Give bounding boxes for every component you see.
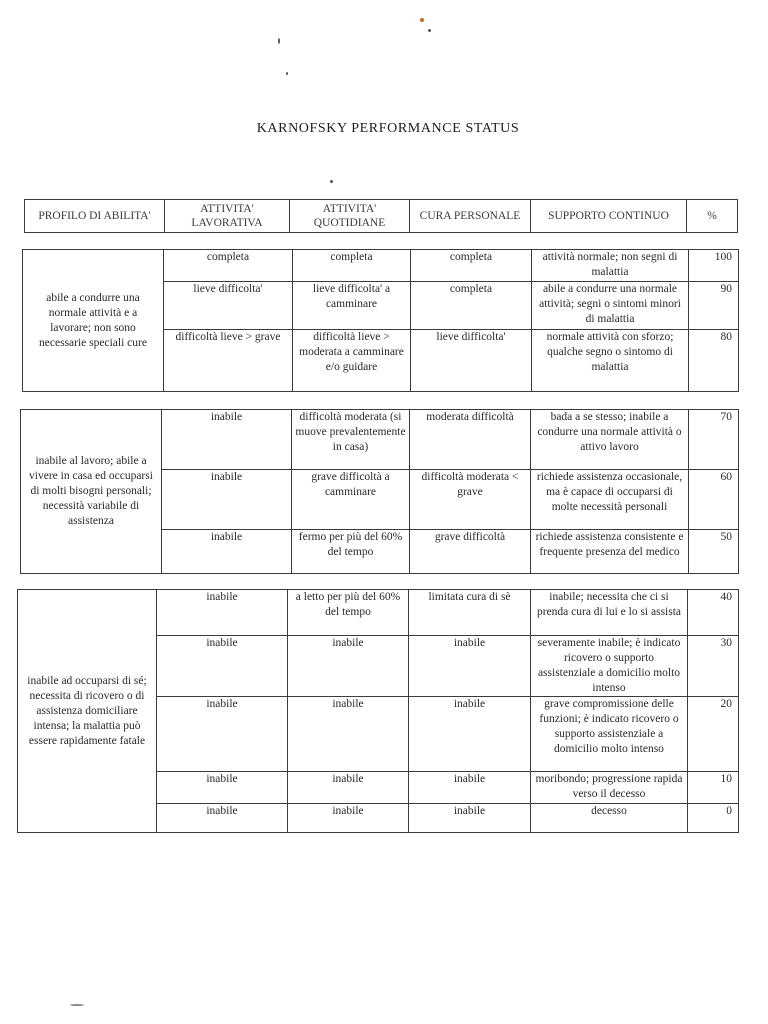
scan-speck (420, 18, 424, 22)
lavorativa-cell: inabile (157, 590, 288, 636)
quotidiane-cell: inabile (288, 636, 409, 697)
lavorativa-cell: inabile (162, 410, 292, 470)
group-table-2 (20, 409, 739, 574)
quotidiane-cell: inabile (288, 804, 409, 833)
header-supporto: SUPPORTO CONTINUO (531, 200, 687, 233)
percent-cell: 50 (689, 530, 739, 574)
percent-cell: 80 (689, 329, 739, 391)
lavorativa-cell: inabile (162, 530, 292, 574)
supporto-cell: normale attività con sforzo; qualche segno o sintomo di malattia (532, 329, 689, 391)
quotidiane-cell: inabile (288, 772, 409, 804)
scan-speck (278, 38, 280, 44)
supporto-cell: bada a se stesso; inabile a condurre una normale attività o attivo lavoro (531, 410, 689, 470)
supporto-cell: richiede assistenza consistente e frequente presenza del medico (531, 530, 689, 574)
percent-cell: 60 (689, 470, 739, 530)
header-quotidiane: ATTIVITA' QUOTIDIANE (290, 200, 410, 233)
cura-cell: completa (411, 250, 532, 282)
profile-cell: inabile al lavoro; abile a vivere in casa ed occuparsi di molti bisogni personali; necessità variabile di assistenza (21, 410, 162, 574)
quotidiane-cell: inabile (288, 697, 409, 772)
cura-cell: grave difficoltà (410, 530, 531, 574)
percent-cell: 70 (689, 410, 739, 470)
lavorativa-cell: inabile (157, 804, 288, 833)
percent-cell: 90 (689, 282, 739, 329)
lavorativa-cell: inabile (157, 636, 288, 697)
quotidiane-cell: fermo per più del 60% del tempo (292, 530, 410, 574)
header-cura: CURA PERSONALE (410, 200, 531, 233)
supporto-cell: attività normale; non segni di malattia (532, 250, 689, 282)
lavorativa-cell: inabile (162, 470, 292, 530)
lavorativa-cell: inabile (157, 772, 288, 804)
header-percent: % (687, 200, 738, 233)
header-profile: PROFILO DI ABILITA' (25, 200, 165, 233)
supporto-cell: inabile; necessita che ci si prenda cura di lui e lo si assista (531, 590, 688, 636)
cura-cell: limitata cura di sè (409, 590, 531, 636)
quotidiane-cell: completa (293, 250, 411, 282)
percent-cell: 100 (689, 250, 739, 282)
header-lavorativa: ATTIVITA' LAVORATIVA (165, 200, 290, 233)
table-row (23, 250, 739, 282)
lavorativa-cell: completa (164, 250, 293, 282)
lavorativa-cell: lieve difficolta' (164, 282, 293, 329)
cura-cell: moderata difficoltà (410, 410, 531, 470)
scan-speck (330, 180, 333, 183)
group-table-3 (17, 589, 739, 833)
supporto-cell: abile a condurre una normale attività; segni o sintomi minori di malattia (532, 282, 689, 329)
supporto-cell: moribondo; progressione rapida verso il decesso (531, 772, 688, 804)
quotidiane-cell: grave difficoltà a camminare (292, 470, 410, 530)
table-row (18, 590, 739, 636)
quotidiane-cell: lieve difficolta' a camminare (293, 282, 411, 329)
page-title: KARNOFSKY PERFORMANCE STATUS (256, 121, 520, 136)
lavorativa-cell: difficoltà lieve > grave (164, 329, 293, 391)
profile-cell: abile a condurre una normale attività e a lavorare; non sono necessarie speciali cure (23, 250, 164, 392)
quotidiane-cell: difficoltà moderata (si muove prevalentemente in casa) (292, 410, 410, 470)
percent-cell: 30 (688, 636, 739, 697)
percent-cell: 40 (688, 590, 739, 636)
lavorativa-cell: inabile (157, 697, 288, 772)
cura-cell: completa (411, 282, 532, 329)
percent-cell: 0 (688, 804, 739, 833)
cura-cell: lieve difficolta' (411, 329, 532, 391)
supporto-cell: decesso (531, 804, 688, 833)
supporto-cell: richiede assistenza occasionale, ma è capace di occuparsi di molte necessità personali (531, 470, 689, 530)
scan-speck (286, 72, 288, 75)
cura-cell: inabile (409, 636, 531, 697)
column-header-table (24, 199, 738, 233)
profile-cell: inabile ad occuparsi di sé; necessita di ricovero o di assistenza domiciliare intensa; la malattia può essere rapidamente fatale (18, 590, 157, 833)
quotidiane-cell: a letto per più del 60% del tempo (288, 590, 409, 636)
header-row (25, 200, 738, 233)
scan-speck (70, 1004, 84, 1006)
cura-cell: difficoltà moderata < grave (410, 470, 531, 530)
group-table-1 (22, 249, 739, 392)
cura-cell: inabile (409, 772, 531, 804)
cura-cell: inabile (409, 697, 531, 772)
cura-cell: inabile (409, 804, 531, 833)
quotidiane-cell: difficoltà lieve > moderata a camminare e/o guidare (293, 329, 411, 391)
supporto-cell: severamente inabile; è indicato ricovero o supporto assistenziale a domicilio molto intenso (531, 636, 688, 697)
supporto-cell: grave compromissione delle funzioni; è indicato ricovero o supporto assistenziale a domicilio molto intenso (531, 697, 688, 772)
percent-cell: 20 (688, 697, 739, 772)
table-row (21, 410, 739, 470)
percent-cell: 10 (688, 772, 739, 804)
scan-speck (428, 29, 431, 32)
